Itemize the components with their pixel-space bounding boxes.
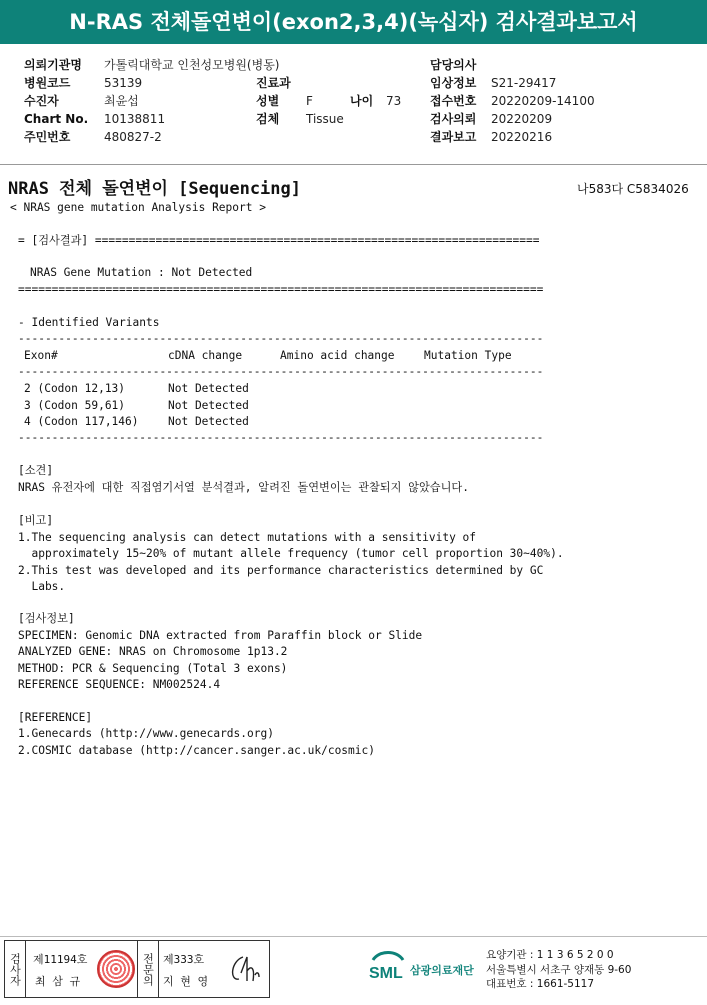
mutation-result: NRAS Gene Mutation : Not Detected [30, 266, 253, 279]
org-address [486, 948, 631, 992]
info-label: 접수번호 [430, 94, 477, 108]
info-value: 53139 [104, 76, 143, 90]
variant-cdna: Not Detected [168, 415, 249, 428]
remarks-title: [비고] [18, 514, 54, 527]
info-value: 가톨릭대학교 인천성모병원(병동) [104, 58, 280, 72]
address-line: 대표번호 : 1661-5117 [486, 978, 595, 990]
org-name: 삼광의료재단 [410, 964, 474, 977]
info-label: Chart No. [24, 112, 89, 126]
testinfo-title: [검사정보] [18, 612, 75, 625]
reference-line: 2.COSMIC database (http://cancer.sanger.ac.uk/cosmic) [18, 744, 375, 757]
info-mid [256, 74, 401, 128]
info-label: 수진자 [24, 94, 59, 108]
separator-eq: ============================================================================== [18, 283, 544, 296]
examiner-label: 검사자 [5, 941, 26, 997]
testinfo-line: SPECIMEN: Genomic DNA extracted from Paraffin block or Slide [18, 629, 423, 642]
info-left [24, 56, 279, 146]
info-value: Tissue [306, 112, 344, 126]
examiner-name: 최 삼 규 [35, 975, 81, 988]
age-label: 나이 [350, 94, 374, 108]
logo-text: SML [369, 965, 403, 982]
info-label: 결과보고 [430, 130, 477, 144]
findings-text: NRAS 유전자에 대한 직접염기서열 분석결과, 알려진 돌연변이는 관찰되지 않았습니다. [18, 481, 469, 494]
separator-dash: ------------------------------------------------------------------------------ [18, 365, 544, 378]
address-line: 서울특별시 서초구 양재동 9-60 [486, 963, 632, 976]
address-line: 요양기관 : 1 1 3 6 5 2 0 0 [486, 949, 614, 961]
variant-exon: 2 (Codon 12,13) [24, 382, 126, 395]
report-subtitle: < NRAS gene mutation Analysis Report > [10, 201, 266, 214]
info-value: 최윤섭 [104, 94, 139, 108]
info-right [430, 56, 595, 146]
specialist-license: 제333호 [163, 953, 205, 966]
divider [0, 164, 707, 165]
info-value: 10138811 [104, 112, 166, 126]
examiner-license: 제11194호 [33, 953, 88, 966]
col-exon: Exon# [24, 349, 58, 362]
remarks-line: approximately 15~20% of mutant allele frequency (tumor cell proportion 30~40%). [18, 547, 564, 560]
info-value: 20220216 [491, 130, 553, 144]
footer-divider [0, 936, 707, 937]
remarks-line: 2.This test was developed and its performance characteristics determined by GC [18, 564, 544, 577]
reference-title: [REFERENCE] [18, 711, 93, 724]
testinfo-line: METHOD: PCR & Sequencing (Total 3 exons) [18, 662, 288, 675]
reference-line: 1.Genecards (http://www.genecards.org) [18, 727, 274, 740]
report-code: 나583다 C5834026 [577, 182, 689, 196]
info-value: S21-29417 [491, 76, 557, 90]
info-value: 20220209-14100 [491, 94, 595, 108]
info-label: 담당의사 [430, 58, 477, 72]
col-cdna: cDNA change [168, 349, 243, 362]
info-label: 검체 [256, 112, 280, 126]
seal-stamp-icon [97, 950, 135, 988]
col-mutation-type: Mutation Type [424, 349, 512, 362]
report-heading: NRAS 전체 돌연변이 [Sequencing] [8, 179, 301, 199]
remarks-line: 1.The sequencing analysis can detect mutations with a sensitivity of [18, 531, 477, 544]
variant-cdna: Not Detected [168, 382, 249, 395]
result-header: = [검사결과] ================================================================== [18, 234, 540, 247]
age-value: 73 [386, 94, 402, 108]
specialist-label: 전문의 [137, 941, 159, 997]
testinfo-line: ANALYZED GENE: NRAS on Chromosome 1p13.2 [18, 645, 288, 658]
testinfo-line: REFERENCE SEQUENCE: NM002524.4 [18, 678, 221, 691]
info-label: 임상정보 [430, 76, 477, 90]
separator-dash: ------------------------------------------------------------------------------ [18, 332, 544, 345]
info-label: 성별 [256, 94, 280, 108]
info-value: 20220209 [491, 112, 553, 126]
variant-cdna: Not Detected [168, 399, 249, 412]
specialist-name: 지 현 영 [163, 975, 209, 988]
info-label: 검사의뢰 [430, 112, 477, 126]
info-label: 주민번호 [24, 130, 71, 144]
separator-dash: ------------------------------------------------------------------------------ [18, 431, 544, 444]
info-label: 의뢰기관명 [24, 58, 82, 72]
info-label: 진료과 [256, 76, 291, 90]
variant-exon: 4 (Codon 117,146) [24, 415, 139, 428]
remarks-line: Labs. [18, 580, 66, 593]
variant-exon: 3 (Codon 59,61) [24, 399, 126, 412]
info-value: F [306, 94, 313, 108]
findings-title: [소견] [18, 464, 54, 477]
info-label: 병원코드 [24, 76, 71, 90]
signature-icon [225, 951, 261, 987]
info-value: 480827-2 [104, 130, 162, 144]
sml-logo-icon [367, 948, 409, 986]
col-amino: Amino acid change [280, 349, 395, 362]
signature-box [4, 940, 270, 998]
report-title-bar: N-RAS 전체돌연변이(exon2,3,4)(녹십자) 검사결과보고서 [0, 0, 707, 44]
variants-title: - Identified Variants [18, 316, 160, 329]
